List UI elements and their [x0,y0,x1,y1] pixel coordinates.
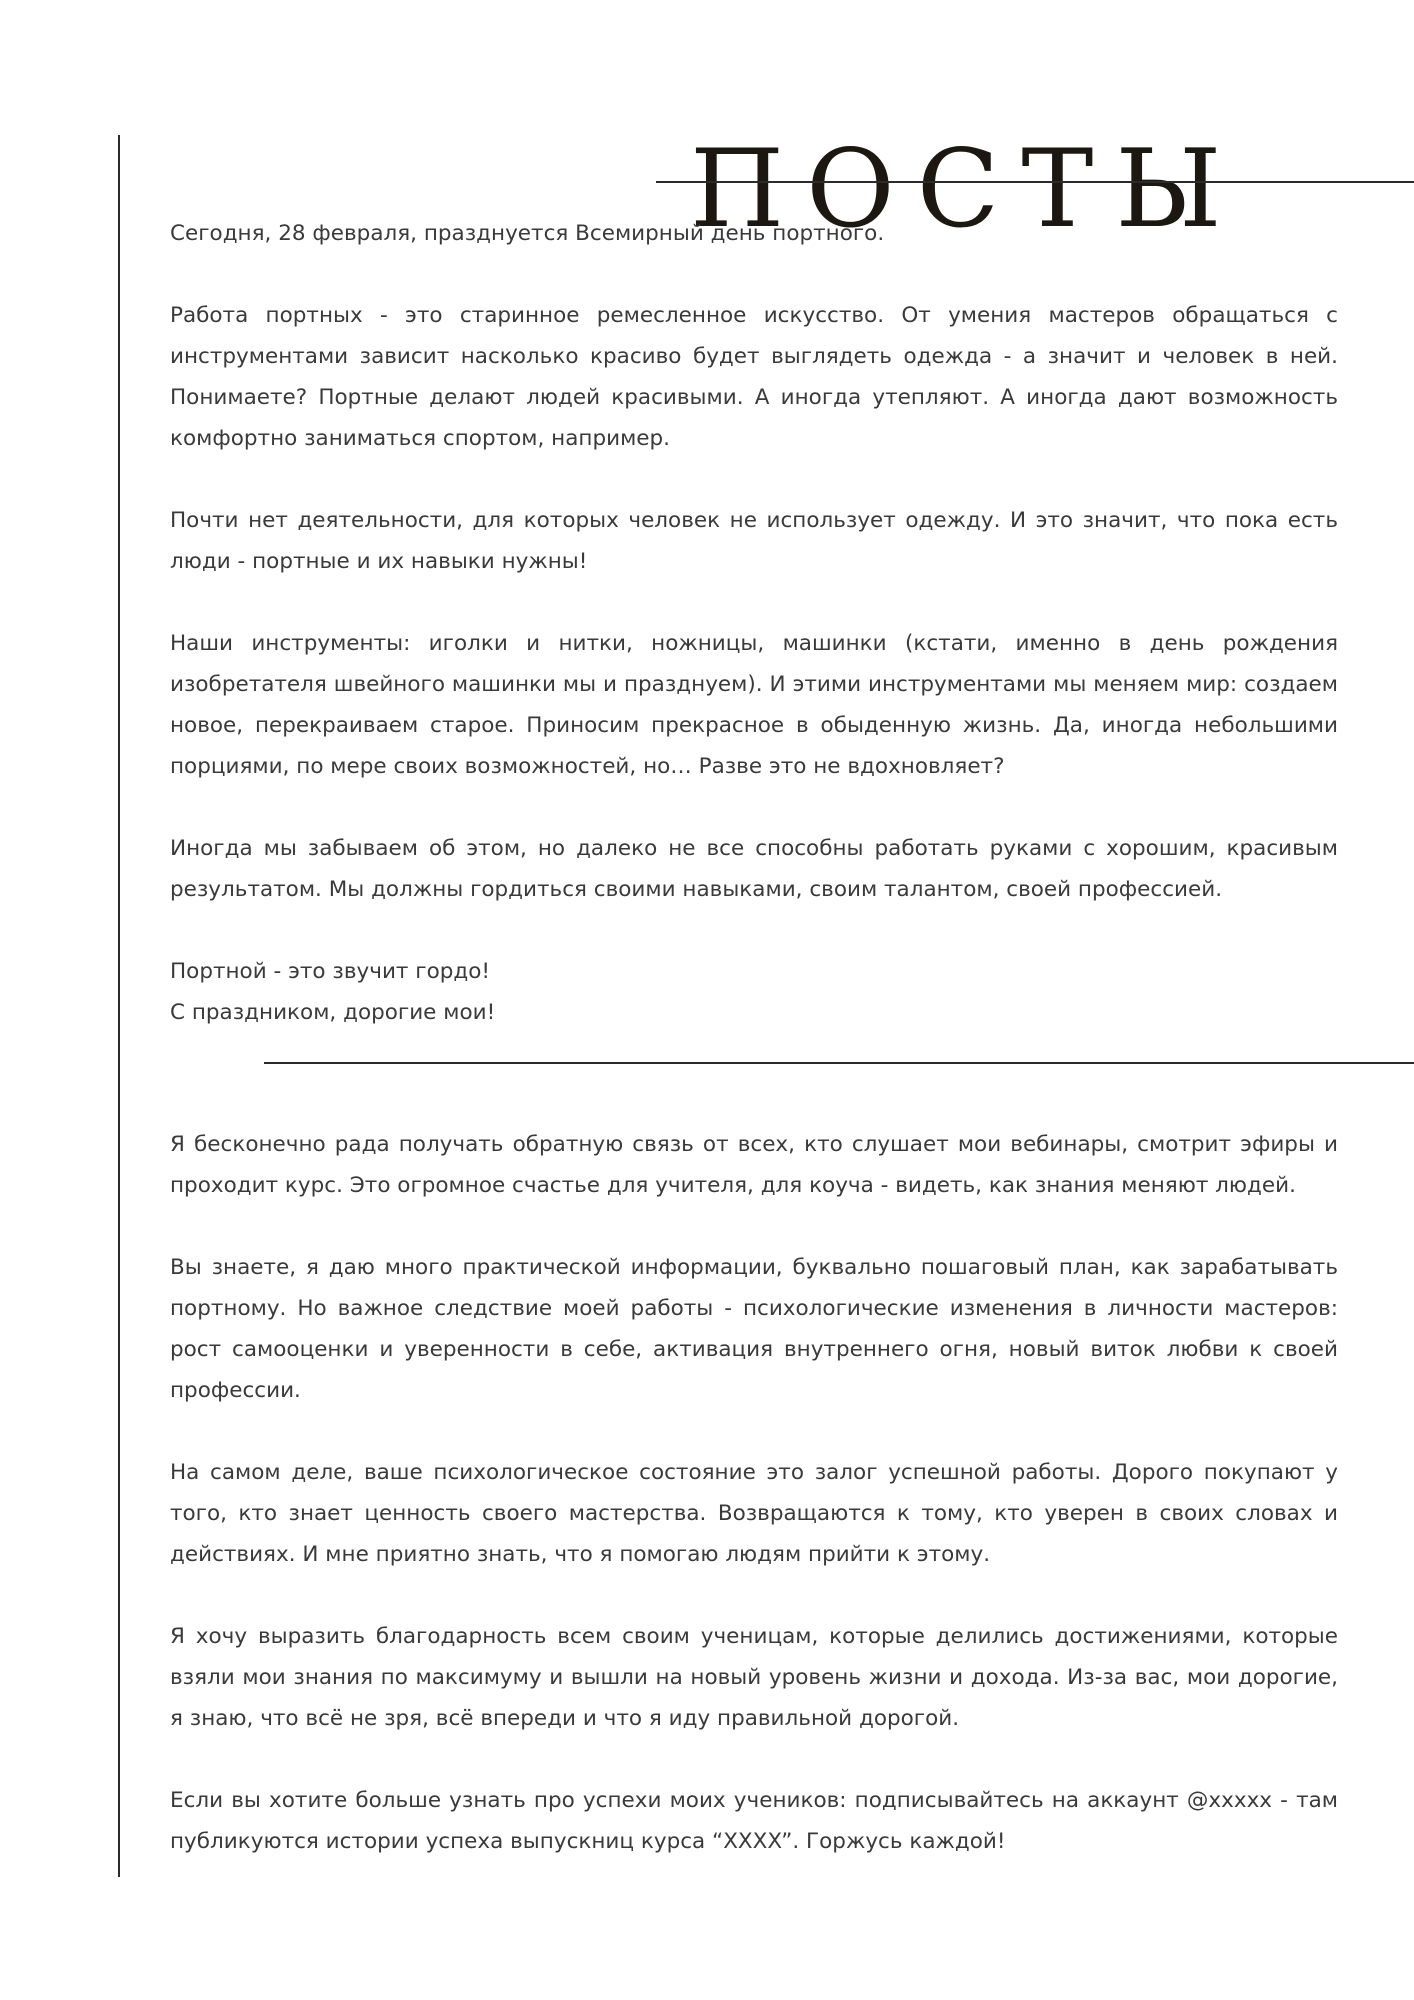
post-1-closing-line-2: С праздником, дорогие мои! [170,1000,496,1025]
post-2-paragraph-1: Я бесконечно рада получать обратную связь от всех, кто слушает мои вебинары, смотрит эфиры и проходит курс. Это огромное счастье для учителя, для коуча - видеть, как знания меняют людей. [170,1132,1338,1198]
post-1-paragraph-2: Работа портных - это старинное ремесленное искусство. От умения мастеров обращаться с инструментами зависит насколько красиво будет выглядеть одежда - а значит и человек в ней. Понимаете? Портные делают людей красивыми. А иногда утепляют. А иногда дают возможность комфортно заниматься спортом, например. [170,303,1338,451]
page-title: ПОСТЫ [690,127,1244,253]
post-1-paragraph-3: Почти нет деятельности, для которых человек не использует одежду. И это значит, что пока есть люди - портные и их навыки нужны! [170,508,1338,574]
post-2-paragraph-3: На самом деле, ваше психологическое состояние это залог успешной работы. Дорого покупают у того, кто знает ценность своего мастерства. Возвращаются к тому, кто уверен в своих словах и действиях. И мне приятно знать, что я помогаю людям прийти к этому. [170,1460,1338,1567]
post-feedback [170,1124,1338,1862]
post-1-paragraph-5: Иногда мы забываем об этом, но далеко не все способны работать руками с хорошим, красивым результатом. Мы должны гордиться своими навыками, своим талантом, своей профессией. [170,836,1338,902]
title-underline [656,181,1414,183]
post-2-paragraph-5: Если вы хотите больше узнать про успехи моих учеников: подписывайтесь на аккаунт @xxxxx - там публикуются истории успеха выпускниц курса “XXXX”. Горжусь каждой! [170,1788,1338,1854]
post-1-paragraph-1: Сегодня, 28 февраля, празднуется Всемирный день портного. [170,221,885,246]
post-1-closing [170,951,1338,1033]
post-2-paragraph-2: Вы знаете, я даю много практической информации, буквально пошаговый план, как зарабатывать портному. Но важное следствие моей работы - психологические изменения в личности мастеров: рост самооценки и уверенности в себе, активация внутреннего огня, новый виток любви к своей профессии. [170,1255,1338,1403]
post-tailor-day [170,213,1338,1033]
post-2-paragraph-4: Я хочу выразить благодарность всем своим ученицам, которые делились достижениями, которые взяли мои знания по максимуму и вышли на новый уровень жизни и дохода. Из-за вас, мои дорогие, я знаю, что всё не зря, всё впереди и что я иду правильной дорогой. [170,1624,1338,1731]
post-divider [264,1062,1414,1064]
left-vertical-rule [118,135,120,1877]
post-1-closing-line-1: Портной - это звучит гордо! [170,959,491,984]
post-1-paragraph-4: Наши инструменты: иголки и нитки, ножницы, машинки (кстати, именно в день рождения изобретателя швейного машинки мы и празднуем). И этими инструментами мы меняем мир: создаем новое, перекраиваем старое. Приносим прекрасное в обыденную жизнь. Да, иногда небольшими порциями, по мере своих возможностей, но… Разве это не вдохновляет? [170,631,1338,779]
